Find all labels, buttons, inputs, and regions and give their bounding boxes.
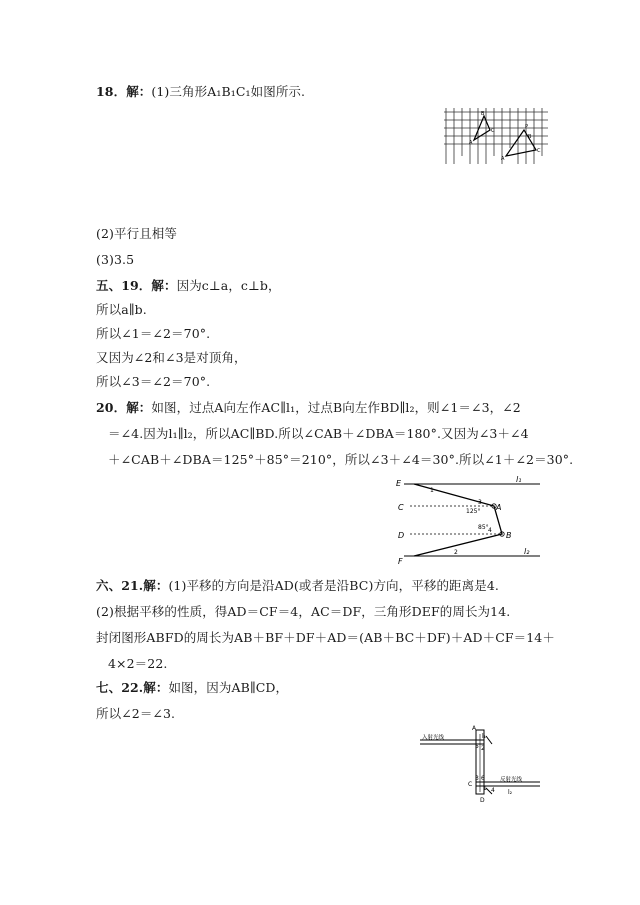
label-f: F	[398, 557, 403, 566]
triangle-a1b1c1	[506, 130, 536, 156]
angle-4: 4	[488, 527, 492, 534]
q19-line-4	[96, 350, 247, 366]
angle-6: 6	[481, 775, 485, 782]
q21-line-4	[108, 656, 167, 672]
label-a: A	[496, 503, 502, 512]
label-c: C	[468, 781, 473, 788]
q-number: 18．解：	[96, 84, 152, 99]
q18-line-2	[96, 226, 177, 242]
q-text: ＝∠4.因为l₁∥l₂，所以AC∥BD.所以∠CAB＋∠DBA＝180°.又因为∠3＋∠4	[108, 426, 529, 441]
q22-line-2	[96, 706, 175, 722]
angle-4: 4	[491, 787, 495, 794]
q21-line-3	[96, 630, 555, 646]
q-text: ＋∠CAB＋∠DBA＝125°＋85°＝210°，所以∠3＋∠4＝30°.所以∠1＋∠2＝30°.	[108, 452, 574, 467]
label-b1: B	[528, 134, 532, 140]
q-text: 所以∠2＝∠3.	[96, 706, 176, 721]
q-number: 20．解：	[96, 400, 152, 415]
angle-3: 3	[475, 775, 479, 782]
angle-1: 1	[430, 487, 434, 494]
label-d: D	[398, 531, 405, 540]
q18-line-3	[96, 252, 134, 268]
q18-line	[96, 84, 305, 100]
q-text: 4×2＝22.	[108, 656, 168, 671]
q19-line	[96, 278, 281, 294]
label-l1: l₁	[482, 733, 487, 740]
label-p: P	[525, 124, 529, 130]
q21-line	[96, 578, 499, 594]
q-number: 五、19．解：	[96, 278, 177, 293]
figure-20-diagram	[392, 470, 548, 566]
grid-lines	[444, 108, 548, 164]
q-number: 七、22.解：	[96, 680, 169, 695]
q-text: 如图，过点A向左作AC∥l₁，过点B向左作BD∥l₂，则∠1＝∠3，∠2	[151, 400, 521, 415]
q-text: (1)三角形A₁B₁C₁如图所示.	[151, 84, 306, 99]
q-text: (2)平行且相等	[96, 226, 178, 241]
q22-line	[96, 680, 288, 696]
q19-line-3	[96, 326, 210, 342]
q-text: 所以a∥b.	[96, 302, 147, 317]
label-l2: l₂	[508, 789, 513, 796]
label-d: D	[480, 797, 485, 804]
angle-3: 3	[478, 499, 482, 506]
figure-22-diagram	[420, 722, 544, 804]
angle-85: 85°	[478, 524, 489, 531]
q20-line-2	[108, 426, 529, 442]
label-incident-ray: 入射光线	[422, 735, 445, 741]
label-c1: C	[537, 148, 541, 154]
label-c: C	[491, 128, 495, 134]
q-text: 所以∠3＝∠2＝70°.	[96, 374, 211, 389]
label-b: B	[506, 531, 512, 540]
q-number: 六、21.解：	[96, 578, 169, 593]
label-c: C	[398, 503, 404, 512]
label-reflected-ray: 反射光线	[500, 777, 523, 783]
figure-18-grid	[444, 108, 548, 164]
label-l1: l₁	[516, 475, 522, 484]
angle-5: 5	[475, 743, 479, 750]
label-e: E	[396, 479, 402, 488]
label-b: B	[481, 111, 485, 117]
angle-2: 2	[454, 549, 458, 556]
q20-line	[96, 400, 521, 416]
q-text: 封闭图形ABFD的周长为AB＋BF＋DF＋AD＝(AB＋BC＋DF)＋AD＋CF＝14＋	[96, 630, 555, 645]
q-text: (3)3.5	[96, 252, 135, 267]
q-text: (1)平移的方向是沿AD(或者是沿BC)方向，平移的距离是4.	[168, 578, 499, 593]
q20-line-3	[108, 452, 573, 468]
angle-2: 2	[481, 745, 485, 752]
q-text: 如图，因为AB∥CD，	[168, 680, 289, 695]
q-text: (2)根据平移的性质，得AD＝CF＝4，AC＝DF，三角形DEF的周长为14.	[96, 604, 511, 619]
angle-1: 1	[483, 785, 487, 792]
label-l2: l₂	[524, 547, 530, 556]
q-text: 因为c⊥a，c⊥b，	[176, 278, 281, 293]
label-a: A	[472, 725, 477, 732]
q19-line-5	[96, 374, 210, 390]
q21-line-2	[96, 604, 510, 620]
path-eabf	[414, 484, 502, 556]
label-a: A	[469, 140, 473, 146]
angle-125: 125°	[466, 508, 481, 515]
q-text: 又因为∠2和∠3是对顶角，	[96, 350, 247, 365]
label-a1: A	[501, 156, 505, 162]
q19-line-2	[96, 302, 147, 318]
q-text: 所以∠1＝∠2＝70°.	[96, 326, 211, 341]
